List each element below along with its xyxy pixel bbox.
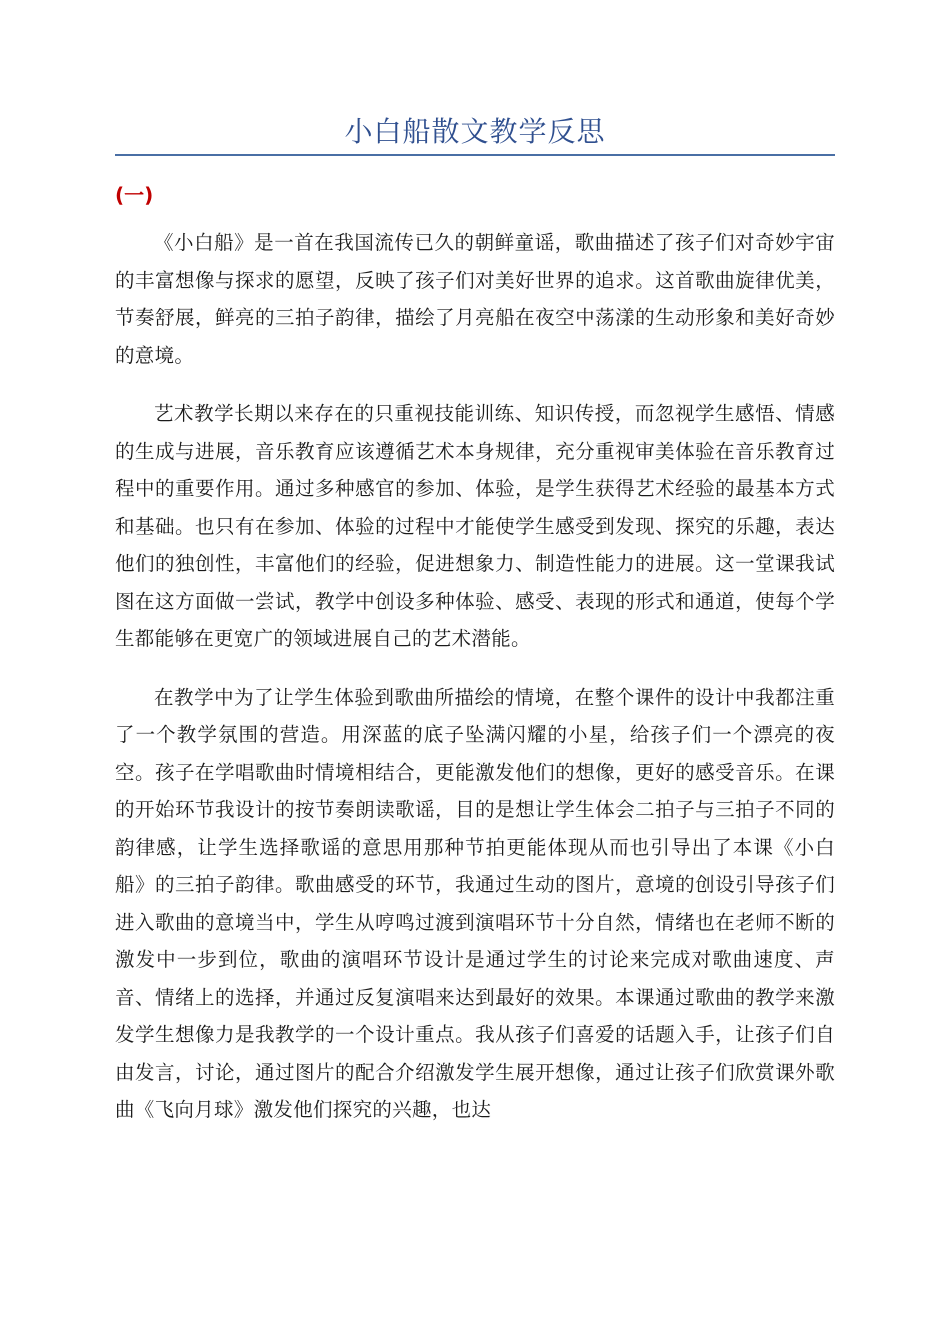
title-underline (115, 154, 835, 156)
paragraph-1: 《小白船》是一首在我国流传已久的朝鲜童谣，歌曲描述了孩子们对奇妙宇宙的丰富想像与探求的愿望，反映了孩子们对美好世界的追求。这首歌曲旋律优美，节奏舒展，鲜亮的三拍子韵律，描绘了月亮船在夜空中荡漾的生动形象和美好奇妙的意境。 (115, 231, 835, 367)
paragraph-2: 艺术教学长期以来存在的只重视技能训练、知识传授，而忽视学生感悟、情感的生成与进展，音乐教育应该遵循艺术本身规律，充分重视审美体验在音乐教育过程中的重要作用。通过多种感官的参加、体验，是学生获得艺术经验的最基本方式和基础。也只有在参加、体验的过程中才能使学生感受到发现、探究的乐趣，表达他们的独创性，丰富他们的经验，促进想象力、制造性能力的进展。这一堂课我试图在这方面做一尝试，教学中创设多种体验、感受、表现的形式和通道，使每个学生都能够在更宽广的领域进展自己的艺术潜能。 (115, 402, 835, 650)
document-body (115, 224, 835, 1150)
document-title: 小白船散文教学反思 (344, 115, 606, 148)
paragraph-3: 在教学中为了让学生体验到歌曲所描绘的情境，在整个课件的设计中我都注重了一个教学氛围的营造。用深蓝的底子坠满闪耀的小星，给孩子们一个漂亮的夜空。孩子在学唱歌曲时情境相结合，更能激发他们的想像，更好的感受音乐。在课的开始环节我设计的按节奏朗读歌谣，目的是想让学生体会二拍子与三拍子不同的韵律感，让学生选择歌谣的意思用那种节拍更能体现从而也引导出了本课《小白船》的三拍子韵律。歌曲感受的环节，我通过生动的图片，意境的创设引导孩子们进入歌曲的意境当中，学生从哼鸣过渡到演唱环节十分自然，情绪也在老师不断的激发中一步到位，歌曲的演唱环节设计是通过学生的讨论来完成对歌曲速度、声音、情绪上的选择，并通过反复演唱来达到最好的效果。本课通过歌曲的教学来激发学生想像力是我教学的一个设计重点。我从孩子们喜爱的话题入手，让孩子们自由发言，讨论，通过图片的配合介绍激发学生展开想像，通过让孩子们欣赏课外歌曲《飞向月球》激发他们探究的兴趣，也达 (115, 685, 835, 1121)
section-heading: (一) (115, 183, 154, 207)
